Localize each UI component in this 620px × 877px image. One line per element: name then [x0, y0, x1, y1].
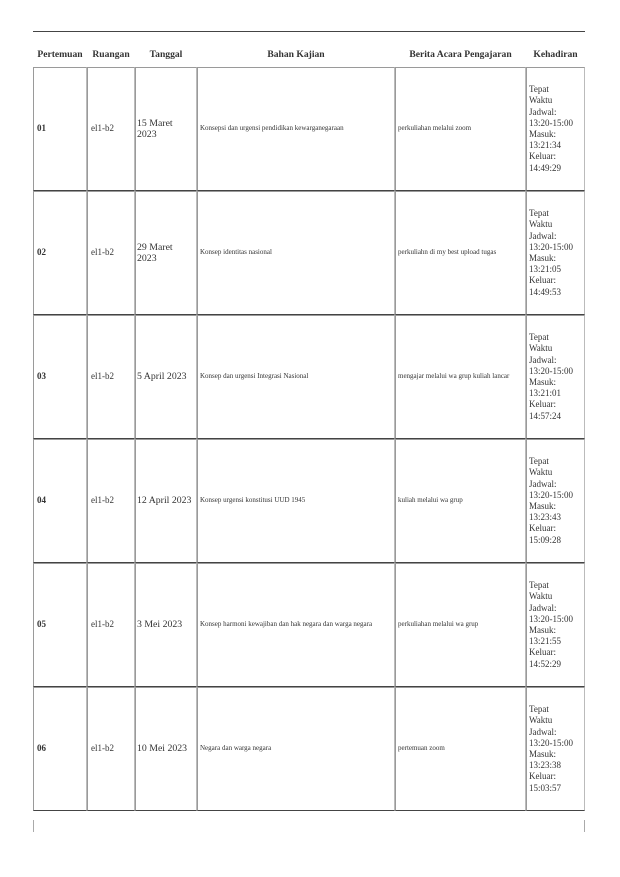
header-bahan-kajian: Bahan Kajian: [267, 48, 325, 60]
kehadiran-line: Waktu: [529, 591, 553, 602]
kehadiran-line: 13:21:55: [529, 636, 562, 647]
kehadiran-line: Masuk:: [529, 501, 556, 511]
kehadiran-line: Masuk:: [529, 377, 556, 387]
cell-ruangan: el1-b2: [87, 67, 135, 191]
cell-berita-acara: perkuliahan melalui zoom: [395, 67, 526, 191]
cell-berita-acara: perkuliahan melalui wa grup: [395, 563, 526, 687]
kehadiran-line: Jadwal:: [529, 230, 557, 241]
kehadiran-line: Masuk:: [529, 253, 556, 263]
header-tanggal: Tanggal: [149, 48, 183, 60]
kehadiran-line: 14:49:29: [529, 162, 562, 173]
kehadiran-line: 13:20-15:00: [529, 365, 573, 376]
table-row: [33, 439, 585, 563]
kehadiran-line: Waktu: [529, 95, 553, 106]
cell-pertemuan: 01: [33, 67, 87, 191]
kehadiran-line: 13:21:05: [529, 264, 562, 275]
cell-ruangan: el1-b2: [87, 191, 135, 315]
cell-berita-acara: pertemuan zoom: [395, 687, 526, 811]
header-berita-acara: Berita Acara Pengajaran: [409, 48, 512, 60]
cell-tanggal: 29 Maret 2023: [135, 191, 197, 315]
cell-kehadiran: [526, 191, 585, 315]
cell-bahan-kajian: Konsep identitas nasional: [197, 191, 395, 315]
kehadiran-line: Tepat: [529, 84, 549, 95]
kehadiran-line: 13:23:43: [529, 512, 562, 523]
cell-berita-acara: kuliah melalui wa grup: [395, 439, 526, 563]
kehadiran-line: 13:21:34: [529, 140, 562, 151]
kehadiran-line: Tepat: [529, 580, 549, 591]
cell-kehadiran: [526, 687, 585, 811]
cell-ruangan: el1-b2: [87, 439, 135, 563]
cell-ruangan: el1-b2: [87, 315, 135, 439]
cell-ruangan: el1-b2: [87, 563, 135, 687]
cell-tanggal: 5 April 2023: [135, 315, 197, 439]
kehadiran-line: Jadwal:: [529, 726, 557, 737]
kehadiran-line: Tepat: [529, 456, 549, 467]
kehadiran-line: Keluar:: [529, 647, 556, 658]
kehadiran-line: 15:09:28: [529, 534, 562, 545]
kehadiran-line: Waktu: [529, 467, 553, 478]
table-edge-left: [33, 820, 34, 832]
cell-tanggal: 15 Maret 2023: [135, 67, 197, 191]
cell-tanggal: 10 Mei 2023: [135, 687, 197, 811]
kehadiran-line: 14:52:29: [529, 658, 562, 669]
kehadiran-line: 13:20-15:00: [529, 613, 573, 624]
kehadiran-line: 13:21:01: [529, 388, 562, 399]
kehadiran-line: Masuk:: [529, 129, 556, 139]
kehadiran-line: Masuk:: [529, 625, 556, 635]
lecture-log-table: [33, 41, 585, 811]
kehadiran-line: Keluar:: [529, 399, 556, 410]
cell-kehadiran: [526, 439, 585, 563]
table-row: [33, 67, 585, 191]
cell-ruangan: el1-b2: [87, 687, 135, 811]
cell-kehadiran: [526, 315, 585, 439]
kehadiran-line: Jadwal:: [529, 354, 557, 365]
table-row: [33, 687, 585, 811]
kehadiran-line: 14:49:53: [529, 286, 562, 297]
cell-berita-acara: perkuliahn di my best upload tugas: [395, 191, 526, 315]
cell-kehadiran: [526, 67, 585, 191]
top-rule: [33, 31, 585, 32]
cell-bahan-kajian: Konsep harmoni kewajiban dan hak negara dan warga negara: [197, 563, 395, 687]
kehadiran-line: Keluar:: [529, 523, 556, 534]
cell-bahan-kajian: Konsep urgensi konstitusi UUD 1945: [197, 439, 395, 563]
table-row: [33, 191, 585, 315]
kehadiran-line: Tepat: [529, 208, 549, 219]
cell-pertemuan: 06: [33, 687, 87, 811]
cell-pertemuan: 05: [33, 563, 87, 687]
cell-bahan-kajian: Konsep dan urgensi Integrasi Nasional: [197, 315, 395, 439]
table-row: [33, 563, 585, 687]
kehadiran-line: 13:20-15:00: [529, 737, 573, 748]
cell-bahan-kajian: Konsepsi dan urgensi pendidikan kewarganegaraan: [197, 67, 395, 191]
kehadiran-line: Jadwal:: [529, 602, 557, 613]
kehadiran-line: Tepat: [529, 704, 549, 715]
kehadiran-line: 13:20-15:00: [529, 117, 573, 128]
header-row: [33, 41, 585, 67]
kehadiran-line: Jadwal:: [529, 478, 557, 489]
table-row: [33, 315, 585, 439]
header-pertemuan: Pertemuan: [37, 48, 83, 60]
cell-tanggal: 12 April 2023: [135, 439, 197, 563]
cell-pertemuan: 03: [33, 315, 87, 439]
cell-tanggal: 3 Mei 2023: [135, 563, 197, 687]
cell-bahan-kajian: Negara dan warga negara: [197, 687, 395, 811]
cell-berita-acara: mengajar melalui wa grup kuliah lancar: [395, 315, 526, 439]
cell-pertemuan: 04: [33, 439, 87, 563]
kehadiran-line: 13:23:38: [529, 760, 562, 771]
cell-pertemuan: 02: [33, 191, 87, 315]
kehadiran-line: Masuk:: [529, 749, 556, 759]
kehadiran-line: Waktu: [529, 343, 553, 354]
kehadiran-line: 14:57:24: [529, 410, 562, 421]
kehadiran-line: 13:20-15:00: [529, 241, 573, 252]
header-kehadiran: Kehadiran: [533, 48, 578, 60]
header-ruangan: Ruangan: [92, 48, 130, 60]
kehadiran-line: Keluar:: [529, 151, 556, 162]
kehadiran-line: 13:20-15:00: [529, 489, 573, 500]
cell-kehadiran: [526, 563, 585, 687]
kehadiran-line: Keluar:: [529, 275, 556, 286]
kehadiran-line: Jadwal:: [529, 106, 557, 117]
kehadiran-line: 15:03:57: [529, 782, 562, 793]
kehadiran-line: Keluar:: [529, 771, 556, 782]
table-edge-right: [584, 820, 585, 832]
kehadiran-line: Waktu: [529, 219, 553, 230]
kehadiran-line: Tepat: [529, 332, 549, 343]
kehadiran-line: Waktu: [529, 715, 553, 726]
